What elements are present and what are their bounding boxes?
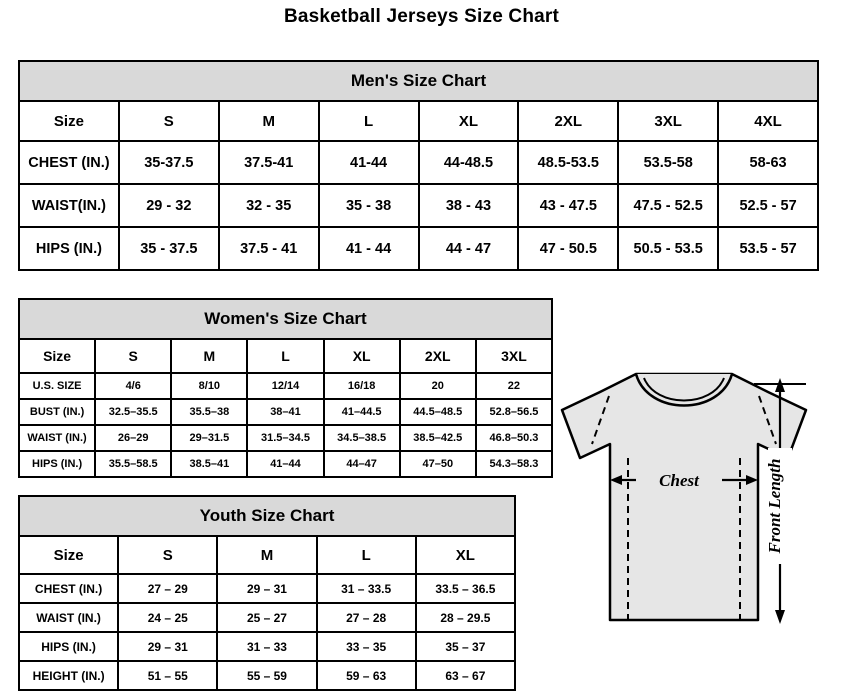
cell-bust-3xl: 52.8–56.5 — [476, 399, 552, 425]
row-label-hips: HIPS (IN.) — [19, 451, 95, 477]
cell-chest-2xl: 48.5-53.5 — [518, 141, 618, 184]
jersey-measurement-diagram — [540, 340, 840, 660]
table-header-row — [19, 536, 515, 574]
row-label-hips: HIPS (IN.) — [19, 632, 118, 661]
mens-chart-caption: Men's Size Chart — [19, 61, 818, 101]
row-label-hips: HIPS (IN.) — [19, 227, 119, 270]
cell-hips-l: 33 – 35 — [317, 632, 416, 661]
table-row — [19, 574, 515, 603]
row-label-chest: CHEST (IN.) — [19, 141, 119, 184]
cell-hips-m: 37.5 - 41 — [219, 227, 319, 270]
cell-chest-s: 35-37.5 — [119, 141, 219, 184]
column-header-m: M — [217, 536, 316, 574]
cell-waist-l: 27 – 28 — [317, 603, 416, 632]
cell-chest-3xl: 53.5-58 — [618, 141, 718, 184]
front-length-label: Front Length — [765, 458, 784, 554]
cell-height-l: 59 – 63 — [317, 661, 416, 690]
table-caption-row — [19, 299, 552, 339]
row-label-chest: CHEST (IN.) — [19, 574, 118, 603]
cell-chest-l: 31 – 33.5 — [317, 574, 416, 603]
column-header-m: M — [171, 339, 247, 373]
cell-chest-m: 29 – 31 — [217, 574, 316, 603]
column-header-2xl: 2XL — [400, 339, 476, 373]
cell-waist-m: 32 - 35 — [219, 184, 319, 227]
column-header-3xl: 3XL — [618, 101, 718, 141]
table-header-row — [19, 101, 818, 141]
cell-bust-l: 38–41 — [247, 399, 323, 425]
cell-hips-3xl: 50.5 - 53.5 — [618, 227, 718, 270]
table-row — [19, 632, 515, 661]
column-header-3xl: 3XL — [476, 339, 552, 373]
column-header-xl: XL — [419, 101, 519, 141]
cell-us-size-s: 4/6 — [95, 373, 171, 399]
column-header-4xl: 4XL — [718, 101, 818, 141]
column-header-size: Size — [19, 101, 119, 141]
cell-hips-s: 35 - 37.5 — [119, 227, 219, 270]
cell-height-xl: 63 – 67 — [416, 661, 515, 690]
row-label-bust: BUST (IN.) — [19, 399, 95, 425]
table-row — [19, 399, 552, 425]
cell-waist-s: 24 – 25 — [118, 603, 217, 632]
cell-hips-l: 41 - 44 — [319, 227, 419, 270]
cell-chest-xl: 44-48.5 — [419, 141, 519, 184]
row-label-waist: WAIST (IN.) — [19, 603, 118, 632]
row-label-waist: WAIST(IN.) — [19, 184, 119, 227]
cell-waist-s: 29 - 32 — [119, 184, 219, 227]
column-header-s: S — [119, 101, 219, 141]
table-caption-row — [19, 61, 818, 101]
column-header-l: L — [317, 536, 416, 574]
cell-hips-m: 38.5–41 — [171, 451, 247, 477]
cell-hips-xl: 44 - 47 — [419, 227, 519, 270]
cell-waist-3xl: 46.8–50.3 — [476, 425, 552, 451]
column-header-m: M — [219, 101, 319, 141]
cell-hips-s: 29 – 31 — [118, 632, 217, 661]
cell-us-size-2xl: 20 — [400, 373, 476, 399]
cell-waist-m: 29–31.5 — [171, 425, 247, 451]
youth-size-chart-table — [18, 495, 516, 691]
youth-chart-caption: Youth Size Chart — [19, 496, 515, 536]
cell-bust-m: 35.5–38 — [171, 399, 247, 425]
cell-bust-s: 32.5–35.5 — [95, 399, 171, 425]
column-header-size: Size — [19, 536, 118, 574]
cell-hips-2xl: 47 - 50.5 — [518, 227, 618, 270]
column-header-2xl: 2XL — [518, 101, 618, 141]
cell-chest-xl: 33.5 – 36.5 — [416, 574, 515, 603]
cell-hips-l: 41–44 — [247, 451, 323, 477]
cell-us-size-m: 8/10 — [171, 373, 247, 399]
column-header-xl: XL — [416, 536, 515, 574]
front-length-arrow-bottom — [775, 610, 785, 624]
womens-size-chart-table — [18, 298, 553, 478]
column-header-l: L — [319, 101, 419, 141]
cell-bust-2xl: 44.5–48.5 — [400, 399, 476, 425]
cell-hips-s: 35.5–58.5 — [95, 451, 171, 477]
cell-waist-xl: 38 - 43 — [419, 184, 519, 227]
cell-waist-s: 26–29 — [95, 425, 171, 451]
row-label-us-size: U.S. SIZE — [19, 373, 95, 399]
cell-chest-s: 27 – 29 — [118, 574, 217, 603]
cell-hips-4xl: 53.5 - 57 — [718, 227, 818, 270]
table-row — [19, 661, 515, 690]
column-header-xl: XL — [324, 339, 400, 373]
cell-waist-2xl: 38.5–42.5 — [400, 425, 476, 451]
chest-label: Chest — [659, 471, 699, 490]
cell-waist-xl: 28 – 29.5 — [416, 603, 515, 632]
mens-size-chart-table — [18, 60, 819, 271]
cell-chest-l: 41-44 — [319, 141, 419, 184]
table-row — [19, 451, 552, 477]
column-header-s: S — [118, 536, 217, 574]
column-header-l: L — [247, 339, 323, 373]
cell-waist-3xl: 47.5 - 52.5 — [618, 184, 718, 227]
row-label-waist: WAIST (IN.) — [19, 425, 95, 451]
cell-waist-m: 25 – 27 — [217, 603, 316, 632]
table-header-row — [19, 339, 552, 373]
cell-height-s: 51 – 55 — [118, 661, 217, 690]
cell-hips-3xl: 54.3–58.3 — [476, 451, 552, 477]
cell-hips-xl: 44–47 — [324, 451, 400, 477]
cell-waist-xl: 34.5–38.5 — [324, 425, 400, 451]
table-row — [19, 141, 818, 184]
row-label-height: HEIGHT (IN.) — [19, 661, 118, 690]
cell-us-size-3xl: 22 — [476, 373, 552, 399]
womens-chart-caption: Women's Size Chart — [19, 299, 552, 339]
page-title: Basketball Jerseys Size Chart — [283, 6, 560, 27]
cell-waist-2xl: 43 - 47.5 — [518, 184, 618, 227]
cell-chest-m: 37.5-41 — [219, 141, 319, 184]
cell-bust-xl: 41–44.5 — [324, 399, 400, 425]
column-header-size: Size — [19, 339, 95, 373]
cell-us-size-xl: 16/18 — [324, 373, 400, 399]
column-header-s: S — [95, 339, 171, 373]
cell-hips-m: 31 – 33 — [217, 632, 316, 661]
table-row — [19, 184, 818, 227]
cell-hips-2xl: 47–50 — [400, 451, 476, 477]
cell-height-m: 55 – 59 — [217, 661, 316, 690]
table-row — [19, 227, 818, 270]
cell-waist-l: 35 - 38 — [319, 184, 419, 227]
table-row — [19, 425, 552, 451]
cell-hips-xl: 35 – 37 — [416, 632, 515, 661]
cell-waist-l: 31.5–34.5 — [247, 425, 323, 451]
cell-chest-4xl: 58-63 — [718, 141, 818, 184]
cell-us-size-l: 12/14 — [247, 373, 323, 399]
table-caption-row — [19, 496, 515, 536]
table-row — [19, 373, 552, 399]
cell-waist-4xl: 52.5 - 57 — [718, 184, 818, 227]
table-row — [19, 603, 515, 632]
